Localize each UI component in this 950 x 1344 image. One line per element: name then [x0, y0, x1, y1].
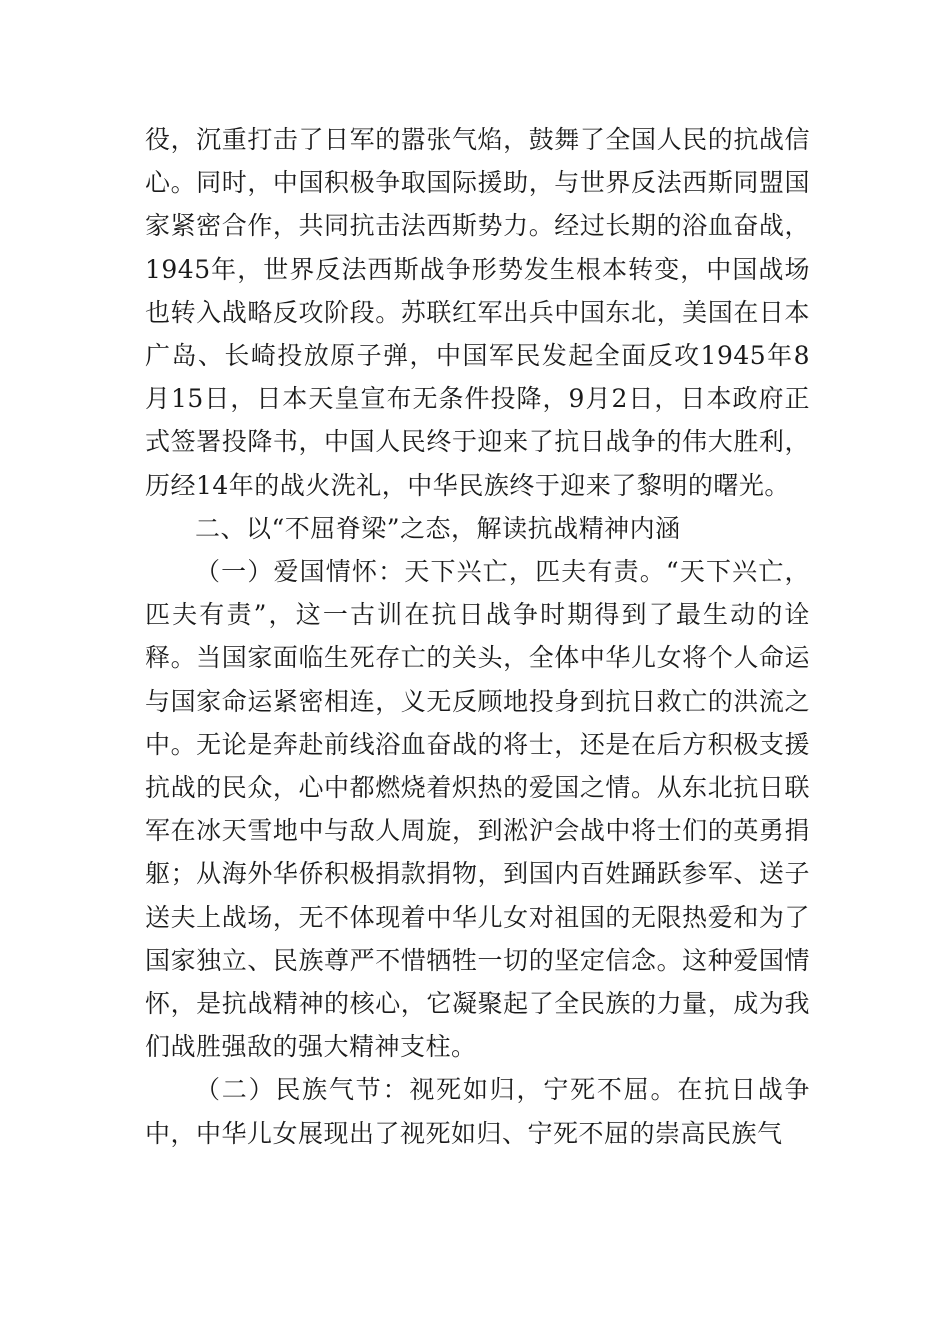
paragraph-war-victory: 役，沉重打击了日军的嚣张气焰，鼓舞了全国人民的抗战信心。同时，中国积极争取国际援助，与世界反法西斯同盟国家紧密合作，共同抗击法西斯势力。经过长期的浴血奋战，1945年，世界反法西斯战争形势发生根本转变，中国战场也转入战略反攻阶段。苏联红军出兵中国东北，美国在日本广岛、长崎投放原子弹，中国军民发起全面反攻1945年8月15日，日本天皇宣布无条件投降，9月2日，日本政府正式签署投降书，中国人民终于迎来了抗日战争的伟大胜利，历经14年的战火洗礼，中华民族终于迎来了黎明的曙光。 — [145, 125, 810, 500]
paragraph-patriotism: （一）爱国情怀：天下兴亡，匹夫有责。“天下兴亡，匹夫有责”，这一古训在抗日战争时期得到了最生动的诠释。当国家面临生死存亡的关头，全体中华儿女将个人命运与国家命运紧密相连，义无反顾地投身到抗日救亡的洪流之中。无论是奔赴前线浴血奋战的将士，还是在后方积极支援抗战的民众，心中都燃烧着炽热的爱国之情。从东北抗日联军在冰天雪地中与敌人周旋，到淞沪会战中将士们的英勇捐躯；从海外华侨积极捐款捐物，到国内百姓踊跃参军、送子送夫上战场，无不体现着中华儿女对祖国的无限热爱和为了国家独立、民族尊严不惜牺牲一切的坚定信念。这种爱国情怀，是抗战精神的核心，它凝聚起了全民族的力量，成为我们战胜强敌的强大精神支柱。 — [145, 557, 810, 1062]
paragraph-national-integrity: （二）民族气节：视死如归，宁死不屈。在抗日战争中，中华儿女展现出了视死如归、宁死不屈的崇高民族气 — [145, 1075, 810, 1148]
section-heading: 二、以“不屈脊梁”之态，解读抗战精神内涵 — [195, 513, 681, 543]
document-body — [145, 118, 810, 1155]
